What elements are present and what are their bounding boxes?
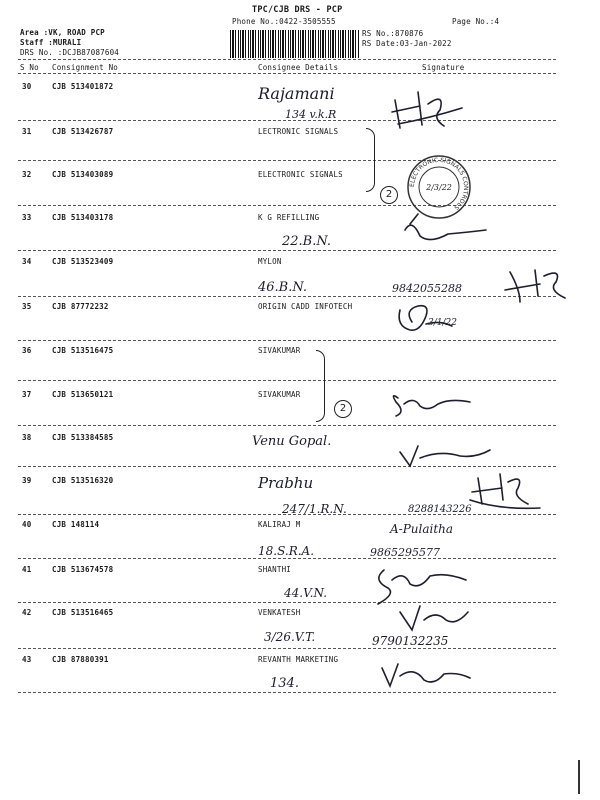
handwritten-phone: 9865295577: [370, 546, 440, 559]
row-consignment: CJB 513403089: [52, 170, 114, 179]
row-consignee: VENKATESH: [258, 608, 301, 617]
handwritten-address: 134.: [270, 676, 299, 691]
row-sno: 42: [22, 608, 32, 617]
header-divider-bottom: [18, 73, 556, 74]
row-divider: [18, 205, 556, 206]
drs-title: TPC/CJB DRS - PCP: [252, 5, 343, 15]
bracket-36-37: [316, 350, 325, 422]
handwritten-address: 247/1.R.N.: [282, 502, 347, 516]
row-consignment: CJB 513523409: [52, 257, 114, 266]
row-divider: [18, 296, 556, 297]
circled-count: 2: [334, 400, 352, 418]
row-consignment: CJB 87880391: [52, 655, 109, 664]
company-stamp: [406, 154, 472, 220]
row-sno: 33: [22, 213, 32, 222]
handwritten-phone: 9790132235: [372, 634, 449, 648]
row-consignment: CJB 513650121: [52, 390, 114, 399]
rs-date: RS Date:03-Jan-2022: [362, 39, 452, 48]
area-label: Area :VK, ROAD PCP: [20, 28, 105, 37]
bracket-31-32: [366, 128, 375, 192]
signature-43: [382, 664, 470, 686]
row-sno: 30: [22, 82, 32, 91]
row-divider: [18, 340, 556, 341]
row-sno: 41: [22, 565, 32, 574]
row-consignee: ORIGIN CADD INFOTECH: [258, 302, 353, 311]
row-consignment: CJB 513516320: [52, 476, 114, 485]
row-divider: [18, 558, 556, 559]
handwritten-address: 22.B.N.: [282, 234, 332, 249]
row-divider: [18, 648, 556, 649]
col-sno: S No: [20, 63, 39, 72]
drs-number: DRS No. :DCJB87087604: [20, 48, 120, 57]
handwritten-phone: 8288143226: [408, 504, 472, 515]
row-consignment: CJB 513516465: [52, 608, 114, 617]
signature-hr-30: [392, 92, 462, 128]
row-consignment: CJB 513384585: [52, 433, 114, 442]
col-consignee: Consignee Details: [258, 63, 339, 72]
page-number: Page No.:4: [452, 17, 500, 26]
handwritten-date: 3/1/22: [428, 318, 457, 328]
row-consignment: CJB 513426787: [52, 127, 114, 136]
handwritten-address: 3/26.V.T.: [264, 630, 316, 644]
row-sno: 35: [22, 302, 32, 311]
row-divider: [18, 466, 556, 467]
phone-number: Phone No.:0422-3505555: [232, 17, 336, 26]
row-sno: 37: [22, 390, 32, 399]
row-divider: [18, 514, 556, 515]
row-divider: [18, 120, 556, 121]
row-consignment: CJB 513674578: [52, 565, 114, 574]
row-consignee: K G REFILLING: [258, 213, 320, 222]
row-consignee: REVANTH MARKETING: [258, 655, 339, 664]
rs-number: RS No.:870876: [362, 29, 424, 38]
row-consignee: SHANTHI: [258, 565, 292, 574]
stamp-text: ELECTRONIC SIGNALS CONTROLS: [408, 156, 470, 211]
row-sno: 31: [22, 127, 32, 136]
row-consignee: KALIRAJ M: [258, 520, 301, 529]
margin-mark: [578, 760, 580, 794]
barcode: [230, 30, 360, 58]
row-consignment: CJB 513516475: [52, 346, 114, 355]
handwritten-name: Venu Gopal.: [252, 434, 332, 449]
row-sno: 43: [22, 655, 32, 664]
handwritten-name: A-Pulaitha: [390, 522, 454, 536]
col-consignment: Consignment No: [52, 63, 119, 72]
row-divider: [18, 380, 556, 381]
row-consignee: LECTRONIC SIGNALS: [258, 127, 339, 136]
signature-41: [378, 570, 466, 604]
handwritten-address: 18.S.R.A.: [258, 544, 315, 558]
row-sno: 34: [22, 257, 32, 266]
row-consignment: CJB 513401872: [52, 82, 114, 91]
handwritten-name: Rajamani: [258, 84, 335, 103]
signature-42: [400, 606, 468, 630]
row-consignment: CJB 87772232: [52, 302, 109, 311]
col-signature: Signature: [422, 63, 465, 72]
signature-37: [393, 396, 470, 416]
handwritten-address: 44.V.N.: [284, 586, 328, 600]
row-divider: [18, 250, 556, 251]
handwritten-address: 134 v.k.R: [285, 108, 337, 121]
signature-hr-39: [470, 474, 540, 508]
row-sno: 39: [22, 476, 32, 485]
staff-label: Staff :MURALI: [20, 38, 82, 47]
stamp-date: 2/3/22: [426, 183, 452, 192]
row-consignment: CJB 513403178: [52, 213, 114, 222]
row-divider: [18, 692, 556, 693]
row-divider: [18, 160, 556, 161]
signature-hr-34: [505, 270, 565, 302]
row-divider: [18, 602, 556, 603]
row-consignee: SIVAKUMAR: [258, 346, 301, 355]
row-sno: 36: [22, 346, 32, 355]
row-consignee: ELECTRONIC SIGNALS: [258, 170, 343, 179]
handwritten-address: 46.B.N.: [258, 280, 308, 295]
row-sno: 38: [22, 433, 32, 442]
header-divider-top: [18, 59, 556, 60]
circled-count: 2: [380, 186, 398, 204]
row-consignment: CJB 148114: [52, 520, 100, 529]
stamp-icon: [406, 154, 472, 220]
row-sno: 40: [22, 520, 32, 529]
signature-38: [400, 446, 490, 466]
row-consignee: MYLON: [258, 257, 282, 266]
handwritten-phone: 9842055288: [392, 282, 462, 295]
row-divider: [18, 425, 556, 426]
row-consignee: SIVAKUMAR: [258, 390, 301, 399]
row-sno: 32: [22, 170, 32, 179]
handwritten-name: Prabhu: [258, 474, 314, 492]
